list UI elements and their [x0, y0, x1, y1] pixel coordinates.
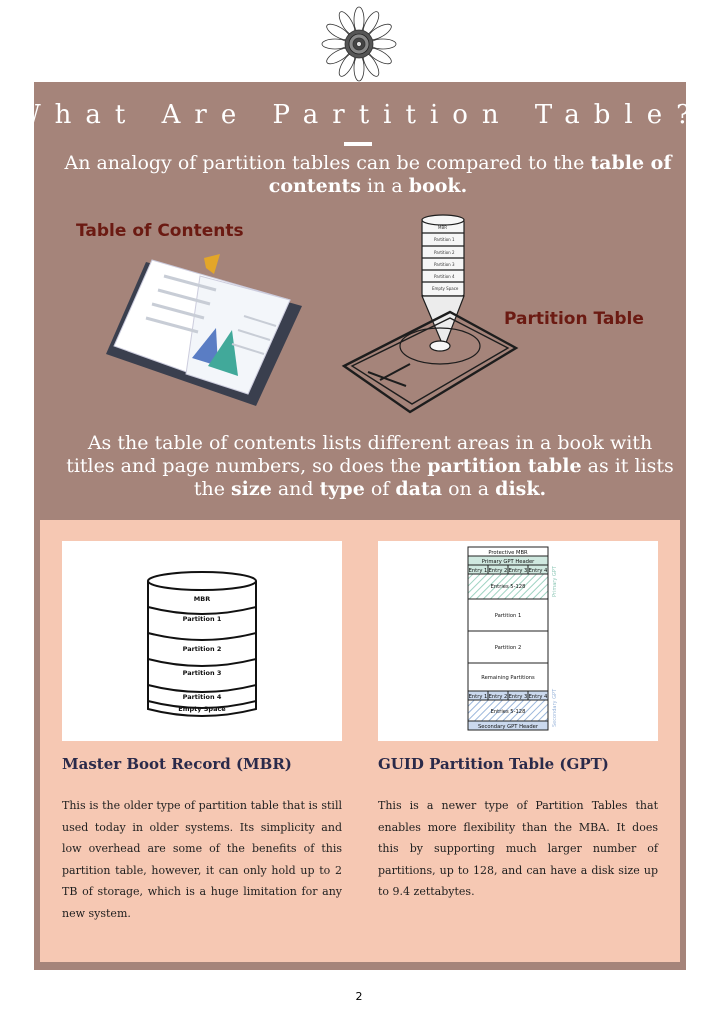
intro-bold-toc: table of contents	[268, 152, 672, 197]
expl-text-4: of	[364, 478, 396, 500]
gpt-entry-4-backup: Entry 4	[528, 694, 548, 700]
gpt-entry-2: Entry 2	[488, 568, 508, 574]
gpt-partition-1: Partition 1	[494, 613, 522, 619]
gpt-entry-4: Entry 4	[528, 568, 548, 574]
gpt-protective-mbr: Protective MBR	[488, 550, 528, 556]
mbr-layer-empty: Empty Space	[178, 705, 226, 713]
mbr-description: This is the older type of partition table that is still used today in older systems. Its simplicity and low overhead are some of the benefits of this partition table, however, it can only hold up to 2 TB of storage, which is a huge limitation for any new system.	[62, 799, 342, 920]
gpt-entries-range: Entries 5-128	[490, 584, 526, 590]
disk-layer-p1: Partition 1	[434, 237, 455, 242]
expl-bold-size: size	[230, 478, 272, 500]
expl-text-5: on a	[442, 478, 496, 500]
pt-label: Partition Table	[504, 309, 644, 329]
expl-text-2: as it lists the	[193, 455, 674, 500]
gpt-description: This is a newer type of Partition Tables that enables more flexibility than the MBA. It does this by supporting much larger number of partitions, up to 128, and can have a disk size up to 9.4 zettabytes.	[378, 799, 658, 898]
intro-text-2: in a	[361, 175, 409, 197]
gpt-entry-3-backup: Entry 3	[508, 694, 528, 700]
gpt-diagram-card	[378, 541, 658, 741]
gpt-entry-1: Entry 1	[468, 568, 488, 574]
expl-bold-disk: disk.	[495, 478, 547, 500]
intro-paragraph	[60, 152, 676, 198]
gpt-side-primary: Primary GPT	[552, 566, 558, 597]
mbr-layer-mbr: MBR	[193, 595, 211, 603]
disk-layer-p2: Partition 2	[434, 250, 455, 255]
gpt-entry-3: Entry 3	[508, 568, 528, 574]
toc-label: Table of Contents	[76, 221, 244, 241]
gpt-entry-2-backup: Entry 2	[488, 694, 508, 700]
disk-layer-empty: Empty Space	[432, 286, 459, 291]
page-title: What Are Partition Table?	[13, 100, 705, 130]
mandala-logo-icon	[319, 6, 399, 82]
expl-text-1: As the table of contents lists different areas in a book with titles and page numbers, so does the	[66, 432, 653, 477]
mbr-layer-p2: Partition 2	[182, 645, 222, 653]
expl-bold-type: type	[319, 478, 365, 500]
expl-bold-data: data	[395, 478, 443, 500]
disk-layer-p3: Partition 3	[434, 262, 455, 267]
gpt-layout-icon	[378, 541, 658, 741]
expl-text-3: and	[271, 478, 320, 500]
mbr-layer-p4: Partition 4	[182, 693, 222, 701]
explanation-paragraph	[62, 432, 678, 501]
disk-layer-p4: Partition 4	[434, 274, 455, 279]
gpt-side-secondary: Secondary GPT	[552, 688, 558, 727]
title-underline	[344, 142, 372, 146]
mbr-cylinder-icon	[62, 541, 342, 741]
mbr-heading: Master Boot Record (MBR)	[62, 755, 292, 773]
gpt-heading: GUID Partition Table (GPT)	[378, 755, 609, 773]
mbr-layer-p1: Partition 1	[182, 615, 222, 623]
hard-disk-icon	[340, 206, 520, 420]
gpt-entries-range-backup: Entries 5-128	[490, 709, 526, 715]
intro-text-1: An analogy of partition tables can be compared to the	[64, 152, 591, 174]
gpt-partition-2: Partition 2	[494, 645, 522, 651]
intro-bold-book: book.	[408, 175, 468, 197]
gpt-entry-1-backup: Entry 1	[468, 694, 488, 700]
gpt-primary-header: Primary GPT Header	[481, 559, 535, 565]
disk-layer-mbr: MBR	[438, 225, 447, 230]
page-number: 2	[355, 990, 363, 1003]
mbr-layer-p3: Partition 3	[182, 669, 222, 677]
gpt-remaining: Remaining Partitions	[481, 675, 535, 681]
expl-bold-partition-table: partition table	[427, 455, 582, 477]
gpt-secondary-header: Secondary GPT Header	[478, 724, 538, 730]
book-icon	[106, 246, 302, 406]
mbr-diagram-card	[62, 541, 342, 741]
